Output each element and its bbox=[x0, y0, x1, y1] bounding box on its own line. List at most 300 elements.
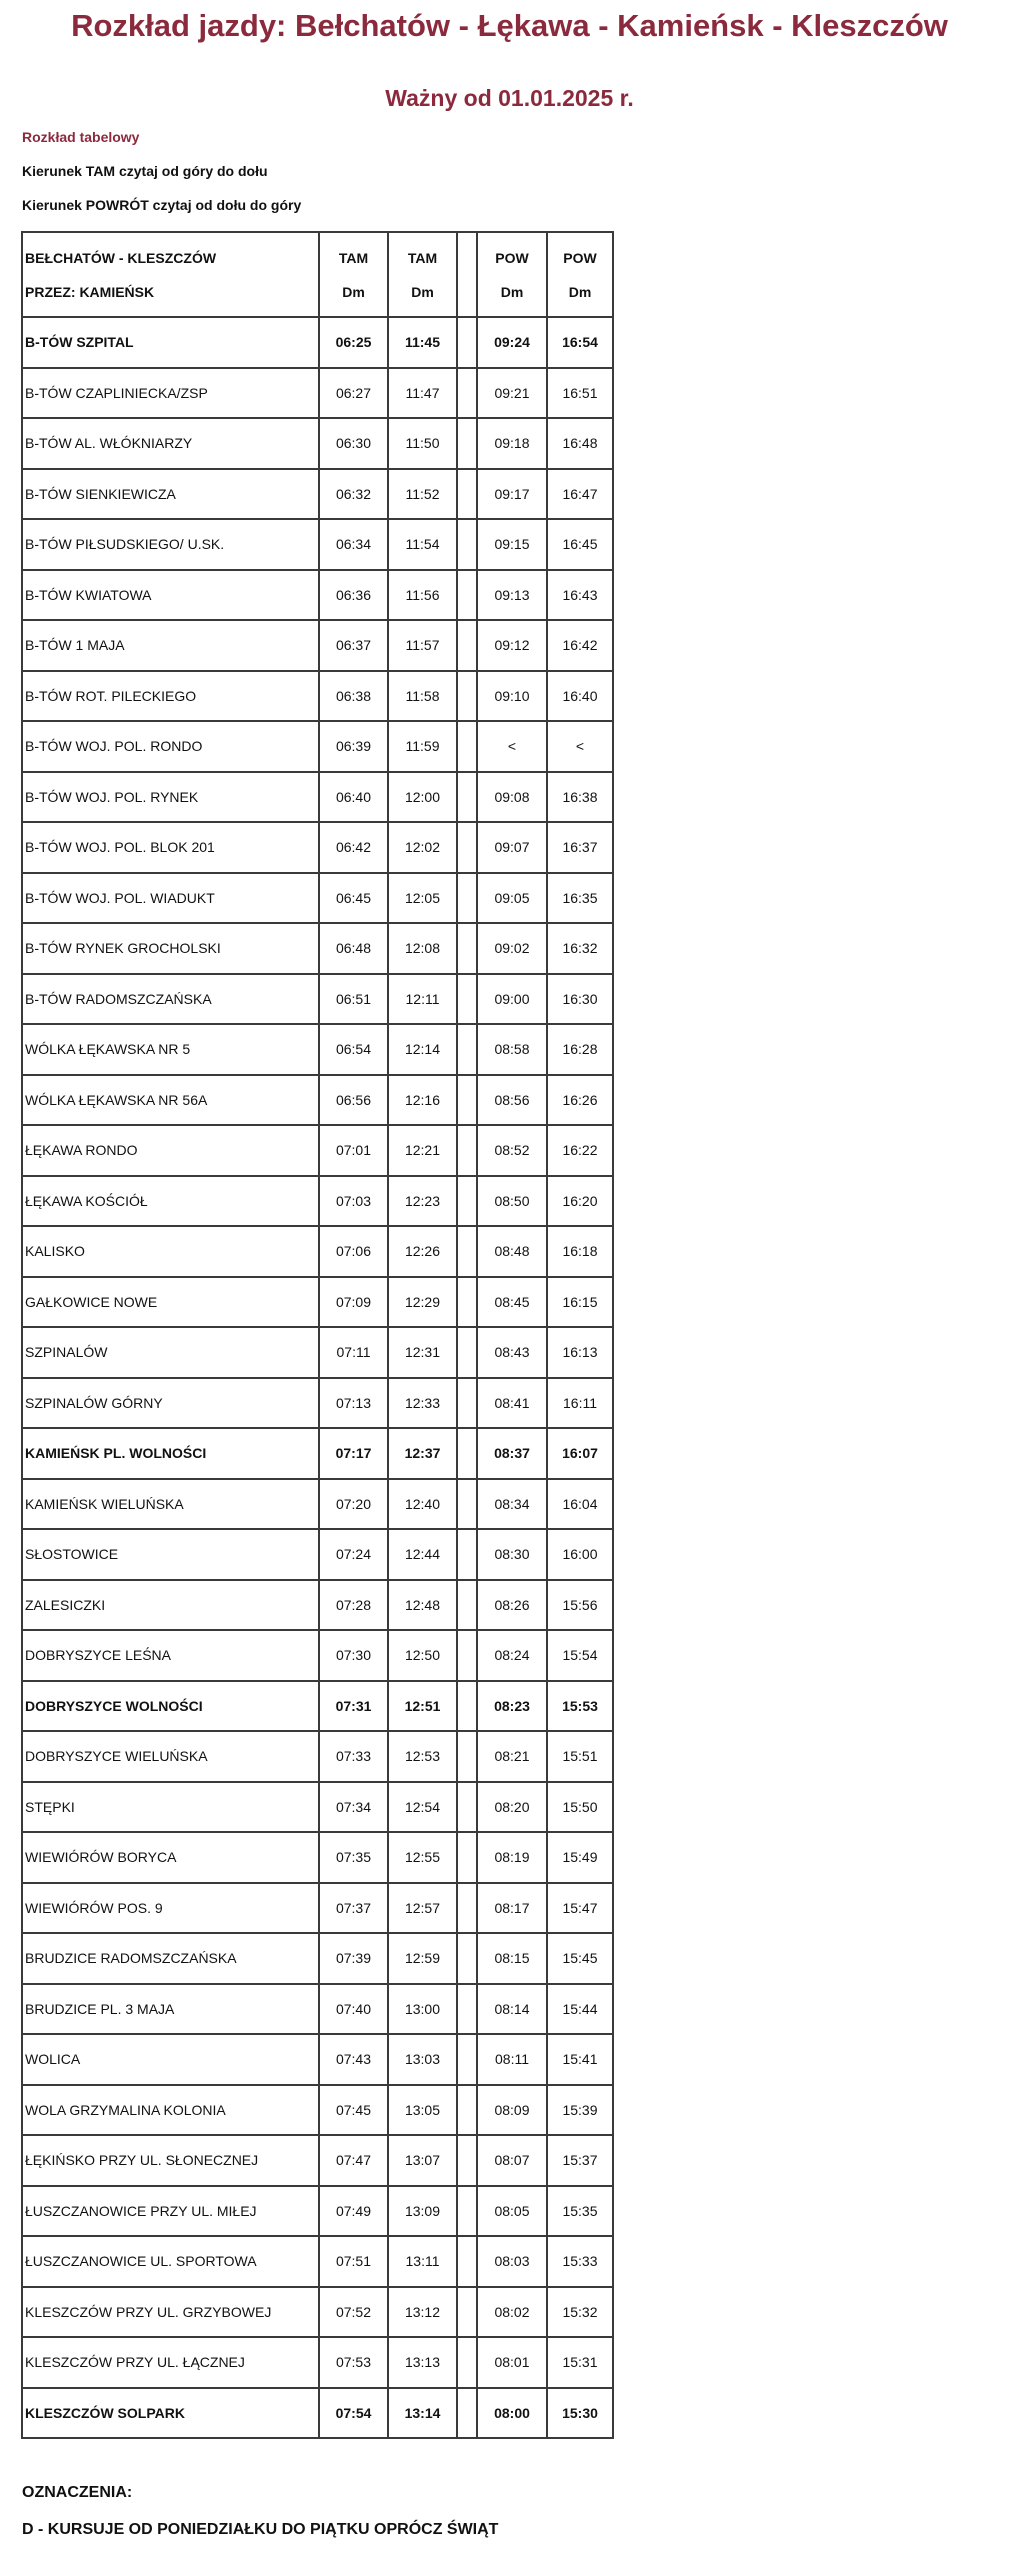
time-tam-1: 07:45 bbox=[318, 2084, 387, 2135]
table-row bbox=[23, 1831, 612, 1882]
time-pow-2: 15:56 bbox=[546, 1579, 612, 1630]
spacer-cell bbox=[456, 518, 476, 569]
time-pow-2: 16:30 bbox=[546, 973, 612, 1024]
time-tam-2: 12:23 bbox=[387, 1175, 456, 1226]
time-tam-1: 06:32 bbox=[318, 468, 387, 519]
direction-note-tam: Kierunek TAM czytaj od góry do dołu bbox=[22, 163, 268, 179]
time-tam-1: 07:35 bbox=[318, 1831, 387, 1882]
spacer-cell bbox=[456, 619, 476, 670]
table-row bbox=[23, 1074, 612, 1125]
time-tam-1: 07:49 bbox=[318, 2185, 387, 2236]
time-tam-2: 12:21 bbox=[387, 1124, 456, 1175]
time-tam-2: 12:08 bbox=[387, 922, 456, 973]
time-tam-2: 13:03 bbox=[387, 2033, 456, 2084]
time-pow-1: 08:24 bbox=[476, 1629, 546, 1680]
time-pow-2: 15:54 bbox=[546, 1629, 612, 1680]
stop-name: WIEWIÓRÓW POS. 9 bbox=[23, 1882, 318, 1933]
time-pow-1: 09:08 bbox=[476, 771, 546, 822]
time-pow-1: 09:13 bbox=[476, 569, 546, 620]
table-row bbox=[23, 316, 612, 367]
spacer-cell bbox=[456, 1326, 476, 1377]
time-pow-2: 15:30 bbox=[546, 2387, 612, 2438]
time-pow-2: 16:00 bbox=[546, 1528, 612, 1579]
spacer-cell bbox=[456, 569, 476, 620]
time-tam-1: 06:30 bbox=[318, 417, 387, 468]
time-tam-1: 06:34 bbox=[318, 518, 387, 569]
spacer-cell bbox=[456, 1074, 476, 1125]
time-tam-2: 11:47 bbox=[387, 367, 456, 418]
time-pow-1: 08:00 bbox=[476, 2387, 546, 2438]
time-pow-2: 16:54 bbox=[546, 316, 612, 367]
route-header-line2: PRZEZ: KAMIEŃSK bbox=[25, 283, 155, 300]
table-row bbox=[23, 1528, 612, 1579]
time-pow-1: 09:15 bbox=[476, 518, 546, 569]
time-tam-2: 12:48 bbox=[387, 1579, 456, 1630]
table-row bbox=[23, 2033, 612, 2084]
time-pow-2: 16:35 bbox=[546, 872, 612, 923]
time-tam-2: 12:05 bbox=[387, 872, 456, 923]
spacer-cell bbox=[456, 1225, 476, 1276]
time-tam-1: 07:06 bbox=[318, 1225, 387, 1276]
time-tam-2: 11:52 bbox=[387, 468, 456, 519]
time-tam-1: 06:36 bbox=[318, 569, 387, 620]
time-tam-2: 12:37 bbox=[387, 1427, 456, 1478]
time-tam-1: 06:56 bbox=[318, 1074, 387, 1125]
time-pow-2: 15:50 bbox=[546, 1781, 612, 1832]
table-row bbox=[23, 1478, 612, 1529]
spacer-cell bbox=[456, 1882, 476, 1933]
spacer-cell bbox=[456, 1579, 476, 1630]
table-header-row bbox=[23, 233, 612, 316]
table-row bbox=[23, 1326, 612, 1377]
time-pow-1: 08:09 bbox=[476, 2084, 546, 2135]
time-tam-1: 07:34 bbox=[318, 1781, 387, 1832]
timetable bbox=[21, 231, 614, 2439]
time-tam-2: 13:05 bbox=[387, 2084, 456, 2135]
table-row bbox=[23, 468, 612, 519]
spacer-cell bbox=[456, 2185, 476, 2236]
route-header-line1: BEŁCHATÓW - KLESZCZÓW bbox=[25, 249, 217, 266]
stop-name: B-TÓW WOJ. POL. RONDO bbox=[23, 720, 318, 771]
stop-name: B-TÓW PIŁSUDSKIEGO/ U.SK. bbox=[23, 518, 318, 569]
table-row bbox=[23, 2134, 612, 2185]
time-pow-2: 16:22 bbox=[546, 1124, 612, 1175]
column-header-pow-1 bbox=[476, 233, 546, 316]
time-tam-2: 11:50 bbox=[387, 417, 456, 468]
table-row bbox=[23, 1175, 612, 1226]
time-tam-2: 12:00 bbox=[387, 771, 456, 822]
stop-name: KAMIEŃSK PL. WOLNOŚCI bbox=[23, 1427, 318, 1478]
time-pow-1: 08:56 bbox=[476, 1074, 546, 1125]
time-pow-2: 15:37 bbox=[546, 2134, 612, 2185]
stop-name: B-TÓW 1 MAJA bbox=[23, 619, 318, 670]
time-pow-2: 16:47 bbox=[546, 468, 612, 519]
time-tam-2: 12:31 bbox=[387, 1326, 456, 1377]
table-row bbox=[23, 1124, 612, 1175]
stop-name: WÓLKA ŁĘKAWSKA NR 5 bbox=[23, 1023, 318, 1074]
spacer-cell bbox=[456, 922, 476, 973]
spacer-cell bbox=[456, 771, 476, 822]
table-row bbox=[23, 518, 612, 569]
table-row bbox=[23, 2235, 612, 2286]
spacer-cell bbox=[456, 1175, 476, 1226]
table-row bbox=[23, 872, 612, 923]
stop-name: B-TÓW SZPITAL bbox=[23, 316, 318, 367]
time-tam-2: 12:57 bbox=[387, 1882, 456, 1933]
stop-name: B-TÓW WOJ. POL. RYNEK bbox=[23, 771, 318, 822]
table-row bbox=[23, 1427, 612, 1478]
time-pow-1: 09:05 bbox=[476, 872, 546, 923]
stop-name: WIEWIÓRÓW BORYCA bbox=[23, 1831, 318, 1882]
spacer-cell bbox=[456, 468, 476, 519]
time-tam-1: 07:09 bbox=[318, 1276, 387, 1327]
time-pow-1: 08:52 bbox=[476, 1124, 546, 1175]
time-tam-2: 12:02 bbox=[387, 821, 456, 872]
stop-name: B-TÓW SIENKIEWICZA bbox=[23, 468, 318, 519]
spacer-cell bbox=[456, 720, 476, 771]
table-row bbox=[23, 367, 612, 418]
table-row bbox=[23, 720, 612, 771]
time-pow-2: 16:45 bbox=[546, 518, 612, 569]
table-row bbox=[23, 2387, 612, 2438]
column-header-spacer bbox=[456, 233, 476, 316]
stop-name: B-TÓW ROT. PILECKIEGO bbox=[23, 670, 318, 721]
time-pow-1: 09:21 bbox=[476, 367, 546, 418]
table-row bbox=[23, 2084, 612, 2135]
stop-name: B-TÓW RADOMSZCZAŃSKA bbox=[23, 973, 318, 1024]
stop-name: KLESZCZÓW PRZY UL. ŁĄCZNEJ bbox=[23, 2336, 318, 2387]
column-direction: TAM bbox=[407, 249, 438, 266]
spacer-cell bbox=[456, 1427, 476, 1478]
spacer-cell bbox=[456, 2336, 476, 2387]
time-tam-1: 07:11 bbox=[318, 1326, 387, 1377]
stop-name: SŁOSTOWICE bbox=[23, 1528, 318, 1579]
time-pow-1: 09:12 bbox=[476, 619, 546, 670]
time-pow-2: 15:45 bbox=[546, 1932, 612, 1983]
column-mark: Dm bbox=[568, 283, 592, 300]
time-pow-2: 15:33 bbox=[546, 2235, 612, 2286]
time-pow-1: 08:05 bbox=[476, 2185, 546, 2236]
time-pow-2: 16:18 bbox=[546, 1225, 612, 1276]
stop-name: WÓLKA ŁĘKAWSKA NR 56A bbox=[23, 1074, 318, 1125]
time-pow-2: 15:41 bbox=[546, 2033, 612, 2084]
time-tam-2: 12:53 bbox=[387, 1730, 456, 1781]
time-tam-1: 07:53 bbox=[318, 2336, 387, 2387]
time-pow-2: 16:11 bbox=[546, 1377, 612, 1428]
column-direction: TAM bbox=[338, 249, 369, 266]
spacer-cell bbox=[456, 1680, 476, 1731]
time-pow-2: 16:38 bbox=[546, 771, 612, 822]
time-pow-2: 16:15 bbox=[546, 1276, 612, 1327]
time-pow-1: 08:11 bbox=[476, 2033, 546, 2084]
time-tam-2: 12:44 bbox=[387, 1528, 456, 1579]
stop-name: KALISKO bbox=[23, 1225, 318, 1276]
time-pow-2: 16:43 bbox=[546, 569, 612, 620]
time-pow-1: 09:02 bbox=[476, 922, 546, 973]
column-direction: POW bbox=[495, 249, 529, 266]
time-pow-2: 15:51 bbox=[546, 1730, 612, 1781]
time-tam-2: 13:12 bbox=[387, 2286, 456, 2337]
time-tam-2: 12:51 bbox=[387, 1680, 456, 1731]
time-tam-2: 11:58 bbox=[387, 670, 456, 721]
table-row bbox=[23, 1983, 612, 2034]
table-row bbox=[23, 1781, 612, 1832]
time-tam-1: 06:48 bbox=[318, 922, 387, 973]
time-tam-2: 12:50 bbox=[387, 1629, 456, 1680]
spacer-cell bbox=[456, 1528, 476, 1579]
time-tam-1: 07:01 bbox=[318, 1124, 387, 1175]
column-header-pow-2 bbox=[546, 233, 612, 316]
table-row bbox=[23, 1023, 612, 1074]
time-tam-1: 07:31 bbox=[318, 1680, 387, 1731]
time-tam-2: 12:55 bbox=[387, 1831, 456, 1882]
time-pow-2: 15:53 bbox=[546, 1680, 612, 1731]
time-tam-1: 06:39 bbox=[318, 720, 387, 771]
time-pow-2: 16:48 bbox=[546, 417, 612, 468]
time-pow-2: 16:07 bbox=[546, 1427, 612, 1478]
valid-from: Ważny od 01.01.2025 r. bbox=[385, 85, 634, 111]
time-tam-1: 07:28 bbox=[318, 1579, 387, 1630]
column-direction: POW bbox=[563, 249, 597, 266]
stop-name: B-TÓW CZAPLINIECKA/ZSP bbox=[23, 367, 318, 418]
table-row bbox=[23, 1377, 612, 1428]
time-tam-2: 11:45 bbox=[387, 316, 456, 367]
table-row bbox=[23, 1276, 612, 1327]
time-tam-2: 13:13 bbox=[387, 2336, 456, 2387]
spacer-cell bbox=[456, 316, 476, 367]
time-pow-1: 08:07 bbox=[476, 2134, 546, 2185]
spacer-cell bbox=[456, 821, 476, 872]
time-pow-1: 08:30 bbox=[476, 1528, 546, 1579]
column-mark: Dm bbox=[411, 283, 434, 300]
time-pow-2: 15:49 bbox=[546, 1831, 612, 1882]
time-pow-1: 09:17 bbox=[476, 468, 546, 519]
time-tam-1: 07:47 bbox=[318, 2134, 387, 2185]
time-tam-1: 07:40 bbox=[318, 1983, 387, 2034]
time-pow-2: 15:32 bbox=[546, 2286, 612, 2337]
stop-name: ŁĘKAWA RONDO bbox=[23, 1124, 318, 1175]
spacer-cell bbox=[456, 1831, 476, 1882]
table-row bbox=[23, 1225, 612, 1276]
time-tam-2: 13:00 bbox=[387, 1983, 456, 2034]
stop-name: B-TÓW AL. WŁÓKNIARZY bbox=[23, 417, 318, 468]
time-tam-1: 07:54 bbox=[318, 2387, 387, 2438]
time-pow-1: 08:03 bbox=[476, 2235, 546, 2286]
stop-name: DOBRYSZYCE LEŚNA bbox=[23, 1629, 318, 1680]
time-pow-2: 16:37 bbox=[546, 821, 612, 872]
time-pow-1: 08:02 bbox=[476, 2286, 546, 2337]
spacer-cell bbox=[456, 872, 476, 923]
table-row bbox=[23, 922, 612, 973]
time-pow-1: 09:10 bbox=[476, 670, 546, 721]
time-tam-2: 11:56 bbox=[387, 569, 456, 620]
stop-name: WOLICA bbox=[23, 2033, 318, 2084]
stop-name: WOLA GRZYMALINA KOLONIA bbox=[23, 2084, 318, 2135]
time-pow-1: 08:37 bbox=[476, 1427, 546, 1478]
route-header bbox=[23, 233, 318, 316]
time-tam-1: 06:42 bbox=[318, 821, 387, 872]
legend-title: OZNACZENIA: bbox=[22, 2484, 133, 2501]
time-pow-1: 08:48 bbox=[476, 1225, 546, 1276]
column-mark: Dm bbox=[500, 283, 524, 300]
time-pow-1: 08:15 bbox=[476, 1932, 546, 1983]
time-tam-1: 06:27 bbox=[318, 367, 387, 418]
spacer-cell bbox=[456, 2387, 476, 2438]
stop-name: SZPINALÓW GÓRNY bbox=[23, 1377, 318, 1428]
spacer-cell bbox=[456, 1377, 476, 1428]
time-pow-2: 16:26 bbox=[546, 1074, 612, 1125]
time-pow-2: 15:31 bbox=[546, 2336, 612, 2387]
column-header-tam-2 bbox=[387, 233, 456, 316]
time-pow-1: 08:14 bbox=[476, 1983, 546, 2034]
spacer-cell bbox=[456, 1124, 476, 1175]
stop-name: ŁĘKAWA KOŚCIÓŁ bbox=[23, 1175, 318, 1226]
time-tam-2: 11:54 bbox=[387, 518, 456, 569]
table-row bbox=[23, 1882, 612, 1933]
stop-name: BRUDZICE PL. 3 MAJA bbox=[23, 1983, 318, 2034]
time-pow-2: 16:40 bbox=[546, 670, 612, 721]
time-pow-2: 16:51 bbox=[546, 367, 612, 418]
time-pow-1: 09:18 bbox=[476, 417, 546, 468]
spacer-cell bbox=[456, 2286, 476, 2337]
time-tam-1: 06:40 bbox=[318, 771, 387, 822]
time-pow-1: < bbox=[476, 720, 546, 771]
spacer-cell bbox=[456, 1276, 476, 1327]
time-tam-2: 13:09 bbox=[387, 2185, 456, 2236]
stop-name: SZPINALÓW bbox=[23, 1326, 318, 1377]
spacer-cell bbox=[456, 1629, 476, 1680]
stop-name: DOBRYSZYCE WIELUŃSKA bbox=[23, 1730, 318, 1781]
time-pow-2: < bbox=[546, 720, 612, 771]
spacer-cell bbox=[456, 670, 476, 721]
time-tam-2: 12:26 bbox=[387, 1225, 456, 1276]
time-tam-1: 07:30 bbox=[318, 1629, 387, 1680]
time-pow-1: 08:41 bbox=[476, 1377, 546, 1428]
time-tam-1: 07:39 bbox=[318, 1932, 387, 1983]
stop-name: ZALESICZKI bbox=[23, 1579, 318, 1630]
time-tam-1: 07:17 bbox=[318, 1427, 387, 1478]
time-pow-1: 08:01 bbox=[476, 2336, 546, 2387]
time-tam-1: 07:20 bbox=[318, 1478, 387, 1529]
stop-name: ŁUSZCZANOWICE UL. SPORTOWA bbox=[23, 2235, 318, 2286]
spacer-cell bbox=[456, 1478, 476, 1529]
direction-note-powrot: Kierunek POWRÓT czytaj od dołu do góry bbox=[22, 197, 302, 213]
stop-name: B-TÓW KWIATOWA bbox=[23, 569, 318, 620]
time-tam-2: 12:14 bbox=[387, 1023, 456, 1074]
time-pow-2: 15:44 bbox=[546, 1983, 612, 2034]
page-title: Rozkład jazdy: Bełchatów - Łękawa - Kamieńsk - Kleszczów bbox=[71, 8, 948, 43]
table-row bbox=[23, 973, 612, 1024]
table-row bbox=[23, 821, 612, 872]
section-label: Rozkład tabelowy bbox=[22, 129, 140, 145]
time-tam-2: 12:16 bbox=[387, 1074, 456, 1125]
time-pow-1: 08:58 bbox=[476, 1023, 546, 1074]
spacer-cell bbox=[456, 1781, 476, 1832]
time-tam-2: 12:40 bbox=[387, 1478, 456, 1529]
time-tam-2: 11:57 bbox=[387, 619, 456, 670]
time-pow-1: 08:26 bbox=[476, 1579, 546, 1630]
table-row bbox=[23, 1932, 612, 1983]
time-pow-2: 15:35 bbox=[546, 2185, 612, 2236]
table-row bbox=[23, 417, 612, 468]
time-tam-2: 11:59 bbox=[387, 720, 456, 771]
stop-name: ŁUSZCZANOWICE PRZY UL. MIŁEJ bbox=[23, 2185, 318, 2236]
time-tam-2: 13:14 bbox=[387, 2387, 456, 2438]
time-tam-1: 06:38 bbox=[318, 670, 387, 721]
time-tam-1: 06:54 bbox=[318, 1023, 387, 1074]
time-tam-1: 07:52 bbox=[318, 2286, 387, 2337]
timetable-body bbox=[23, 316, 612, 2437]
stop-name: STĘPKI bbox=[23, 1781, 318, 1832]
time-tam-1: 07:03 bbox=[318, 1175, 387, 1226]
table-row bbox=[23, 771, 612, 822]
time-pow-2: 15:39 bbox=[546, 2084, 612, 2135]
stop-name: BRUDZICE RADOMSZCZAŃSKA bbox=[23, 1932, 318, 1983]
time-pow-2: 16:04 bbox=[546, 1478, 612, 1529]
stop-name: ŁĘKIŃSKO PRZY UL. SŁONECZNEJ bbox=[23, 2134, 318, 2185]
time-pow-2: 16:20 bbox=[546, 1175, 612, 1226]
time-tam-1: 06:25 bbox=[318, 316, 387, 367]
time-pow-1: 09:24 bbox=[476, 316, 546, 367]
time-pow-1: 08:43 bbox=[476, 1326, 546, 1377]
time-pow-1: 09:00 bbox=[476, 973, 546, 1024]
stop-name: KLESZCZÓW SOLPARK bbox=[23, 2387, 318, 2438]
time-pow-1: 08:23 bbox=[476, 1680, 546, 1731]
spacer-cell bbox=[456, 1932, 476, 1983]
time-tam-2: 13:07 bbox=[387, 2134, 456, 2185]
spacer-cell bbox=[456, 2084, 476, 2135]
spacer-cell bbox=[456, 2235, 476, 2286]
column-header-tam-1 bbox=[318, 233, 387, 316]
time-pow-2: 16:28 bbox=[546, 1023, 612, 1074]
stop-name: B-TÓW WOJ. POL. BLOK 201 bbox=[23, 821, 318, 872]
stop-name: KAMIEŃSK WIELUŃSKA bbox=[23, 1478, 318, 1529]
stop-name: KLESZCZÓW PRZY UL. GRZYBOWEJ bbox=[23, 2286, 318, 2337]
time-tam-1: 07:51 bbox=[318, 2235, 387, 2286]
spacer-cell bbox=[456, 2134, 476, 2185]
table-row bbox=[23, 2185, 612, 2236]
time-tam-1: 07:13 bbox=[318, 1377, 387, 1428]
time-pow-1: 08:21 bbox=[476, 1730, 546, 1781]
column-mark: Dm bbox=[342, 283, 365, 300]
time-tam-1: 07:24 bbox=[318, 1528, 387, 1579]
time-tam-1: 07:37 bbox=[318, 1882, 387, 1933]
spacer-cell bbox=[456, 1730, 476, 1781]
table-row bbox=[23, 619, 612, 670]
time-tam-1: 07:43 bbox=[318, 2033, 387, 2084]
table-row bbox=[23, 569, 612, 620]
time-pow-1: 08:50 bbox=[476, 1175, 546, 1226]
table-row bbox=[23, 1579, 612, 1630]
spacer-cell bbox=[456, 1983, 476, 2034]
time-pow-2: 16:42 bbox=[546, 619, 612, 670]
stop-name: DOBRYSZYCE WOLNOŚCI bbox=[23, 1680, 318, 1731]
table-row bbox=[23, 1629, 612, 1680]
spacer-cell bbox=[456, 417, 476, 468]
time-pow-2: 16:13 bbox=[546, 1326, 612, 1377]
time-tam-2: 12:29 bbox=[387, 1276, 456, 1327]
time-pow-1: 08:45 bbox=[476, 1276, 546, 1327]
time-tam-2: 12:59 bbox=[387, 1932, 456, 1983]
time-pow-1: 08:34 bbox=[476, 1478, 546, 1529]
time-tam-1: 06:37 bbox=[318, 619, 387, 670]
spacer-cell bbox=[456, 2033, 476, 2084]
spacer-cell bbox=[456, 973, 476, 1024]
table-row bbox=[23, 1680, 612, 1731]
table-row bbox=[23, 670, 612, 721]
time-tam-2: 13:11 bbox=[387, 2235, 456, 2286]
time-pow-1: 08:20 bbox=[476, 1781, 546, 1832]
